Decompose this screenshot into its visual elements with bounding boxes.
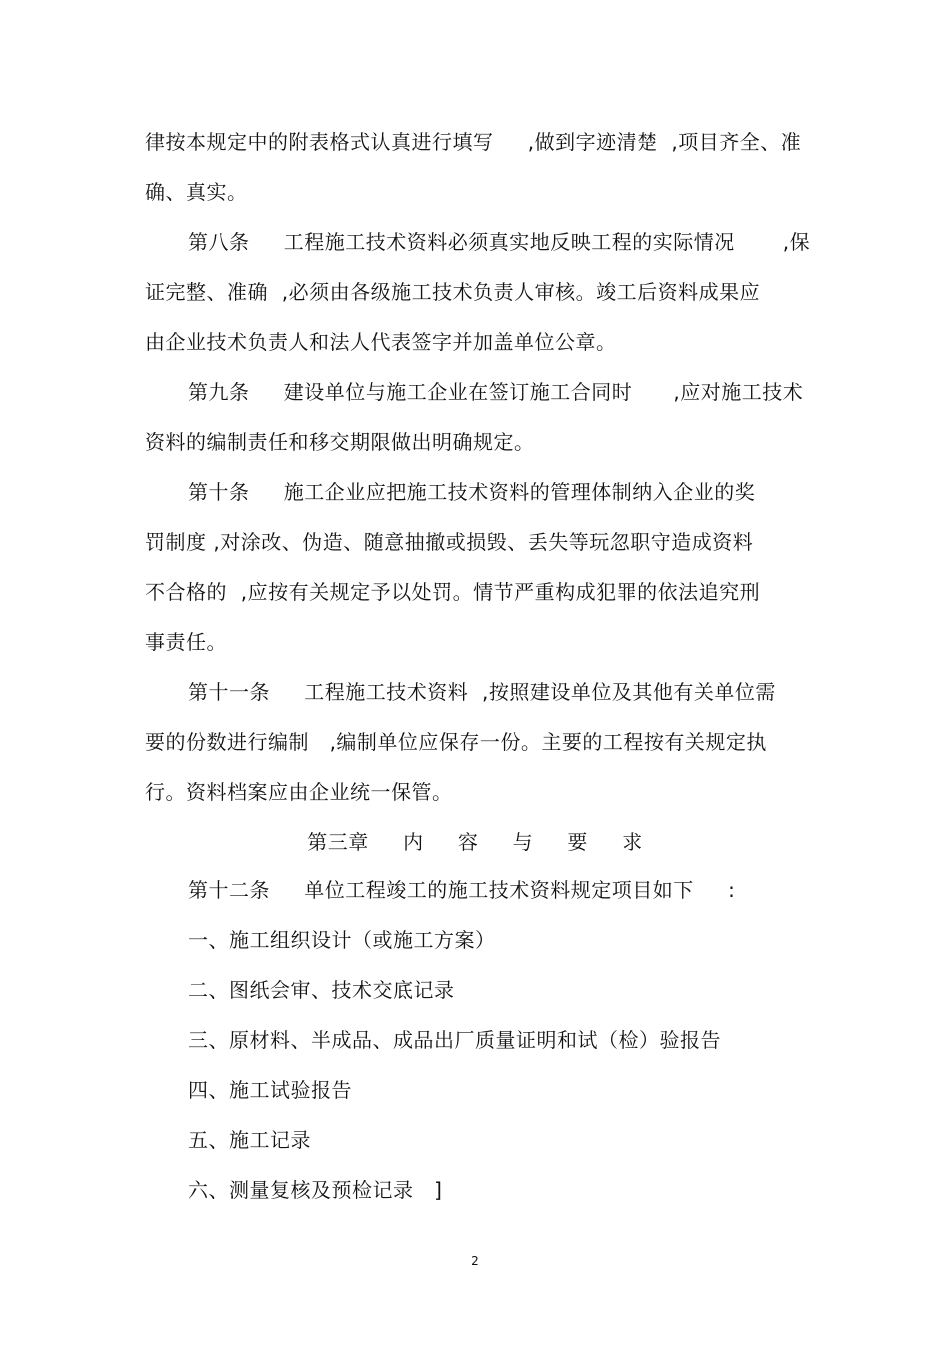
list-item-4: 四、施工试验报告	[188, 1078, 352, 1102]
article-12-line-1: 第十二条 单位工程竣工的施工技术资料规定项目如下 :	[188, 878, 736, 902]
article-10-line-2: 罚制度 ,对涂改、伪造、随意抽撤或损毁、丢失等玩忽职守造成资料	[145, 530, 754, 554]
article-10-line-4: 事责任。	[145, 630, 227, 654]
article-8-line-1: 第八条 工程施工技术资料必须真实地反映工程的实际情况 ,保	[188, 230, 811, 254]
article-11-line-1: 第十一条 工程施工技术资料 ,按照建设单位及其他有关单位需	[188, 680, 776, 704]
list-item-5: 五、施工记录	[188, 1128, 311, 1152]
list-item-1: 一、施工组织设计（或施工方案）	[188, 928, 496, 952]
page-number: 2	[471, 1254, 479, 1268]
article-8-line-2: 证完整、准确 ,必须由各级施工技术负责人审核。竣工后资料成果应	[145, 280, 761, 304]
list-item-3: 三、原材料、半成品、成品出厂质量证明和试（检）验报告	[188, 1028, 721, 1052]
text-line-1: 律按本规定中的附表格式认真进行填写 ,做到字迹清楚 ,项目齐全、准	[145, 130, 802, 154]
text-line-2: 确、真实。	[145, 180, 248, 204]
article-10-line-3: 不合格的 ,应按有关规定予以处罚。情节严重构成犯罪的依法追究刑	[145, 580, 761, 604]
article-8-line-3: 由企业技术负责人和法人代表签字并加盖单位公章。	[145, 330, 617, 354]
article-10-line-1: 第十条 施工企业应把施工技术资料的管理体制纳入企业的奖	[188, 480, 756, 504]
article-9-line-1: 第九条 建设单位与施工企业在签订施工合同时 ,应对施工技术	[188, 380, 804, 404]
article-11-line-2: 要的份数进行编制 ,编制单位应保存一份。主要的工程按有关规定执	[145, 730, 767, 754]
list-item-2: 二、图纸会审、技术交底记录	[188, 978, 455, 1002]
article-9-line-2: 资料的编制责任和移交期限做出明确规定。	[145, 430, 535, 454]
chapter-heading: 第三章 内 容 与 要 求	[307, 830, 643, 854]
article-11-line-3: 行。资料档案应由企业统一保管。	[145, 780, 453, 804]
list-item-6: 六、测量复核及预检记录 ]	[188, 1178, 443, 1202]
